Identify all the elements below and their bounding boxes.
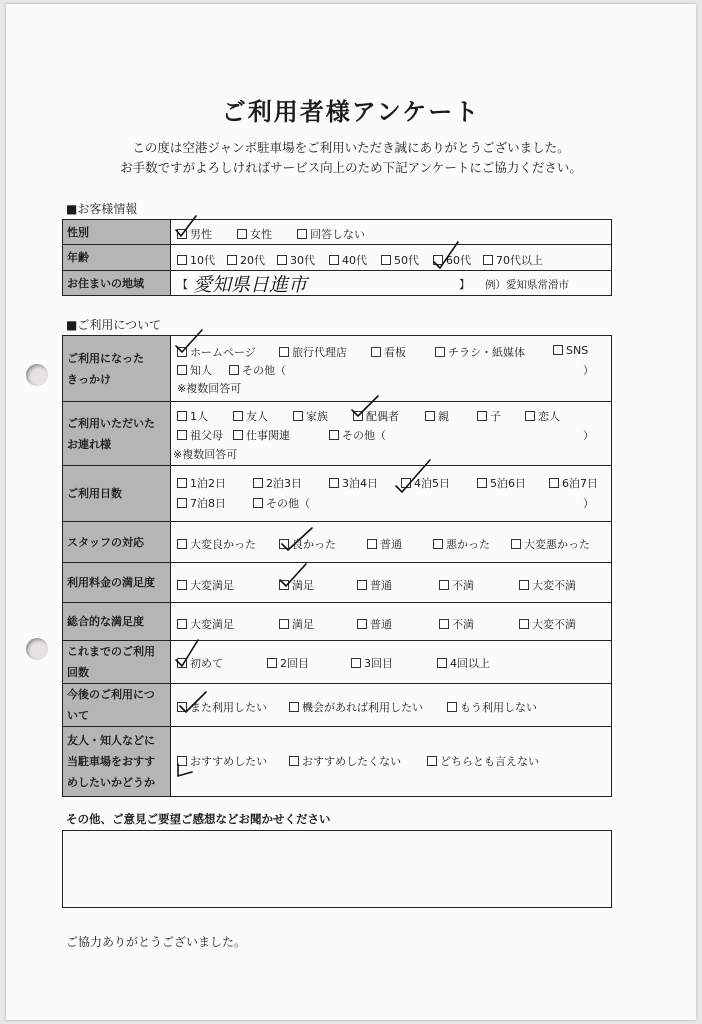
checkbox-icon xyxy=(433,539,443,549)
checkbox-icon xyxy=(425,411,435,421)
checkbox-icon xyxy=(177,229,187,239)
checkbox-icon xyxy=(177,347,187,357)
times-label-2: 回数 xyxy=(67,666,89,679)
option-friend[interactable]: 友人 xyxy=(233,408,268,424)
checkbox-icon xyxy=(177,756,187,766)
days-label: ご利用日数 xyxy=(63,466,171,522)
days-close-paren: ） xyxy=(583,497,594,510)
option-homepage[interactable]: ホームページ xyxy=(177,344,256,360)
checkbox-icon xyxy=(177,619,187,629)
companion-note: ※複数回答可 xyxy=(173,448,238,461)
future-label-1: 今後のご利用につ xyxy=(67,688,155,701)
checkbox-icon xyxy=(483,255,493,265)
option-3n4d[interactable]: 3泊4日 xyxy=(329,475,378,491)
page-title: ご利用者様アンケート xyxy=(221,98,481,126)
intro-line-1: この度は空港ジャンボ駐車場をご利用いただき誠にありがとうございました。 xyxy=(132,140,570,155)
checkbox-icon xyxy=(553,345,563,355)
option-no-answer[interactable]: 回答しない xyxy=(297,226,365,242)
region-field[interactable] xyxy=(171,271,612,296)
option-no-more[interactable]: もう利用しない xyxy=(447,699,537,715)
option-female[interactable]: 女性 xyxy=(237,226,272,242)
checkbox-icon xyxy=(439,580,449,590)
checkbox-icon xyxy=(371,347,381,357)
option-30s[interactable]: 30代 xyxy=(277,252,315,268)
option-grandparent[interactable]: 祖父母 xyxy=(177,427,223,443)
usage-table xyxy=(62,335,612,797)
gender-row xyxy=(63,220,612,245)
checkbox-icon xyxy=(177,365,187,375)
recommend-row xyxy=(63,727,612,797)
checkbox-icon xyxy=(279,347,289,357)
checkbox-icon xyxy=(433,255,443,265)
checkbox-icon xyxy=(519,619,529,629)
checkbox-icon xyxy=(289,702,299,712)
other-close-paren: ） xyxy=(583,364,594,377)
checkbox-icon xyxy=(279,539,289,549)
checkbox-icon xyxy=(237,229,247,239)
region-label: お住まいの地域 xyxy=(63,271,171,296)
recommend-label-3: めしたいかどうか xyxy=(67,776,155,789)
option-partner[interactable]: 恋人 xyxy=(525,408,560,424)
checkbox-icon xyxy=(177,658,187,668)
option-overall-satisfied[interactable]: 満足 xyxy=(279,616,314,632)
option-price-satisfied[interactable]: 満足 xyxy=(279,577,314,593)
recommend-label-2: 当駐車場をおすす xyxy=(67,755,156,768)
checkbox-icon xyxy=(253,478,263,488)
option-5n6d[interactable]: 5泊6日 xyxy=(477,475,526,491)
option-child[interactable]: 子 xyxy=(477,408,501,424)
option-overall-dissatisfied[interactable]: 不満 xyxy=(439,616,474,632)
checkbox-icon xyxy=(293,411,303,421)
option-if-chance[interactable]: 機会があれば利用したい xyxy=(289,699,423,715)
checkbox-icon xyxy=(289,756,299,766)
checkbox-icon xyxy=(279,619,289,629)
option-acquaintance[interactable]: 知人 xyxy=(177,362,212,378)
checkbox-icon xyxy=(439,619,449,629)
price-label: 利用料金の満足度 xyxy=(63,563,171,603)
option-use-again[interactable]: また利用したい xyxy=(177,699,267,715)
checkbox-icon xyxy=(437,658,447,668)
option-recommend[interactable]: おすすめしたい xyxy=(177,753,267,769)
age-row xyxy=(63,245,612,271)
option-overall-very-satisfied[interactable]: 大変満足 xyxy=(177,616,234,632)
checkbox-icon xyxy=(177,411,187,421)
option-days-other[interactable]: その他（ xyxy=(253,495,310,511)
price-row xyxy=(63,563,612,603)
checkbox-icon xyxy=(477,411,487,421)
companion-label-1: ご利用いただいた xyxy=(67,416,155,430)
handwritten-region: 愛知県日進市 xyxy=(193,274,308,296)
intro-line-2: お手数ですがよろしければサービス向上のため下記アンケートにご協力ください。 xyxy=(120,160,582,175)
checkbox-icon xyxy=(351,658,361,668)
trigger-label-1: ご利用になった xyxy=(67,351,144,365)
option-price-normal[interactable]: 普通 xyxy=(357,577,392,593)
checkbox-icon xyxy=(233,411,243,421)
overall-row xyxy=(63,603,612,641)
option-staff-very-bad[interactable]: 大変悪かった xyxy=(511,536,590,552)
checkbox-icon xyxy=(525,411,535,421)
option-spouse[interactable]: 配偶者 xyxy=(353,408,399,424)
option-third-time[interactable]: 3回目 xyxy=(351,655,393,671)
option-not-recommend[interactable]: おすすめしたくない xyxy=(289,753,401,769)
times-row xyxy=(63,641,612,684)
option-companion-other[interactable]: その他（ xyxy=(329,427,386,443)
option-40s[interactable]: 40代 xyxy=(329,252,367,268)
option-four-plus[interactable]: 4回以上 xyxy=(437,655,490,671)
option-staff-normal[interactable]: 普通 xyxy=(367,536,402,552)
checkbox-icon xyxy=(477,478,487,488)
checkbox-icon xyxy=(229,365,239,375)
option-second-time[interactable]: 2回目 xyxy=(267,655,309,671)
staff-row xyxy=(63,522,612,563)
overall-label: 総合的な満足度 xyxy=(63,603,171,641)
option-overall-normal[interactable]: 普通 xyxy=(357,616,392,632)
checkbox-icon xyxy=(177,580,187,590)
option-6n7d[interactable]: 6泊7日 xyxy=(549,475,598,491)
option-alone[interactable]: 1人 xyxy=(177,408,208,424)
checkbox-icon xyxy=(297,229,307,239)
multi-answer-note: ※複数回答可 xyxy=(177,382,242,395)
option-70s-plus[interactable]: 70代以上 xyxy=(483,252,543,268)
option-price-dissatisfied[interactable]: 不満 xyxy=(439,577,474,593)
customer-section-heading: ■お客様情報 xyxy=(66,202,138,216)
checkbox-icon xyxy=(233,430,243,440)
checkbox-icon xyxy=(367,539,377,549)
checkbox-icon xyxy=(427,756,437,766)
checkbox-icon xyxy=(279,580,289,590)
checkbox-icon xyxy=(519,580,529,590)
checkbox-icon xyxy=(329,478,339,488)
option-staff-bad[interactable]: 悪かった xyxy=(433,536,490,552)
checkbox-icon xyxy=(277,255,287,265)
option-staff-good[interactable]: 良かった xyxy=(279,536,336,552)
companion-row xyxy=(63,402,612,466)
checkbox-icon xyxy=(177,539,187,549)
future-label-2: いて xyxy=(67,709,89,722)
staff-label: スタッフの対応 xyxy=(63,522,171,563)
option-travel-agency[interactable]: 旅行代理店 xyxy=(279,344,347,360)
companion-label-2: お連れ様 xyxy=(67,437,111,451)
option-parent[interactable]: 親 xyxy=(425,408,449,424)
option-4n5d[interactable]: 4泊5日 xyxy=(401,475,450,491)
checkbox-icon xyxy=(435,347,445,357)
option-other[interactable]: その他（ xyxy=(229,362,286,378)
checkbox-icon xyxy=(177,702,187,712)
punch-hole-bottom xyxy=(26,638,48,660)
checkbox-icon xyxy=(177,255,187,265)
punch-hole-top xyxy=(26,364,48,386)
option-signboard[interactable]: 看板 xyxy=(371,344,406,360)
checkbox-icon xyxy=(357,619,367,629)
option-price-very-dissatisfied[interactable]: 大変不満 xyxy=(519,577,576,593)
option-male[interactable]: 男性 xyxy=(177,226,212,242)
option-10s[interactable]: 10代 xyxy=(177,252,215,268)
checkbox-icon xyxy=(447,702,457,712)
checkbox-icon xyxy=(381,255,391,265)
comment-heading: その他、ご意見ご要望ご感想などお聞かせください xyxy=(66,812,331,826)
times-label-1: これまでのご利用 xyxy=(67,645,155,658)
bracket-open: 【 xyxy=(177,278,188,291)
trigger-label-2: きっかけ xyxy=(67,372,111,386)
checkbox-icon xyxy=(549,478,559,488)
gender-label: 性別 xyxy=(63,220,171,245)
comment-box[interactable] xyxy=(62,830,612,908)
option-work[interactable]: 仕事関連 xyxy=(233,427,290,443)
checkbox-icon xyxy=(253,498,263,508)
option-20s[interactable]: 20代 xyxy=(227,252,265,268)
checkbox-icon xyxy=(177,478,187,488)
checkbox-icon xyxy=(511,539,521,549)
bracket-close: 】 xyxy=(459,278,470,291)
recommend-label-1: 友人・知人などに xyxy=(67,734,155,747)
footer-thanks: ご協力ありがとうございました。 xyxy=(66,935,247,949)
trigger-row xyxy=(63,336,612,402)
checkbox-icon xyxy=(267,658,277,668)
region-example: 例）愛知県常滑市 xyxy=(485,279,569,291)
companion-close-paren: ） xyxy=(583,429,594,442)
checkbox-icon xyxy=(401,478,411,488)
age-label: 年齢 xyxy=(63,245,171,271)
option-1n2d[interactable]: 1泊2日 xyxy=(177,475,226,491)
option-flyer[interactable]: チラシ・紙媒体 xyxy=(435,344,525,360)
option-60s[interactable]: 60代 xyxy=(433,252,471,268)
customer-info-table xyxy=(62,219,612,296)
checkbox-icon xyxy=(353,411,363,421)
checkbox-icon xyxy=(329,255,339,265)
option-first-time[interactable]: 初めて xyxy=(177,655,223,671)
option-2n3d[interactable]: 2泊3日 xyxy=(253,475,302,491)
option-neither[interactable]: どちらとも言えない xyxy=(427,753,539,769)
checkbox-icon xyxy=(227,255,237,265)
option-7n8d[interactable]: 7泊8日 xyxy=(177,495,226,511)
days-row xyxy=(63,466,612,522)
checkbox-icon xyxy=(177,430,187,440)
option-family[interactable]: 家族 xyxy=(293,408,328,424)
option-50s[interactable]: 50代 xyxy=(381,252,419,268)
option-overall-very-dissatisfied[interactable]: 大変不満 xyxy=(519,616,576,632)
future-row xyxy=(63,684,612,727)
usage-section-heading: ■ご利用について xyxy=(66,318,162,332)
region-row xyxy=(63,271,612,296)
option-sns[interactable]: SNS xyxy=(553,344,588,357)
checkbox-icon xyxy=(177,498,187,508)
option-price-very-satisfied[interactable]: 大変満足 xyxy=(177,577,234,593)
checkbox-icon xyxy=(329,430,339,440)
checkbox-icon xyxy=(357,580,367,590)
option-staff-very-good[interactable]: 大変良かった xyxy=(177,536,256,552)
